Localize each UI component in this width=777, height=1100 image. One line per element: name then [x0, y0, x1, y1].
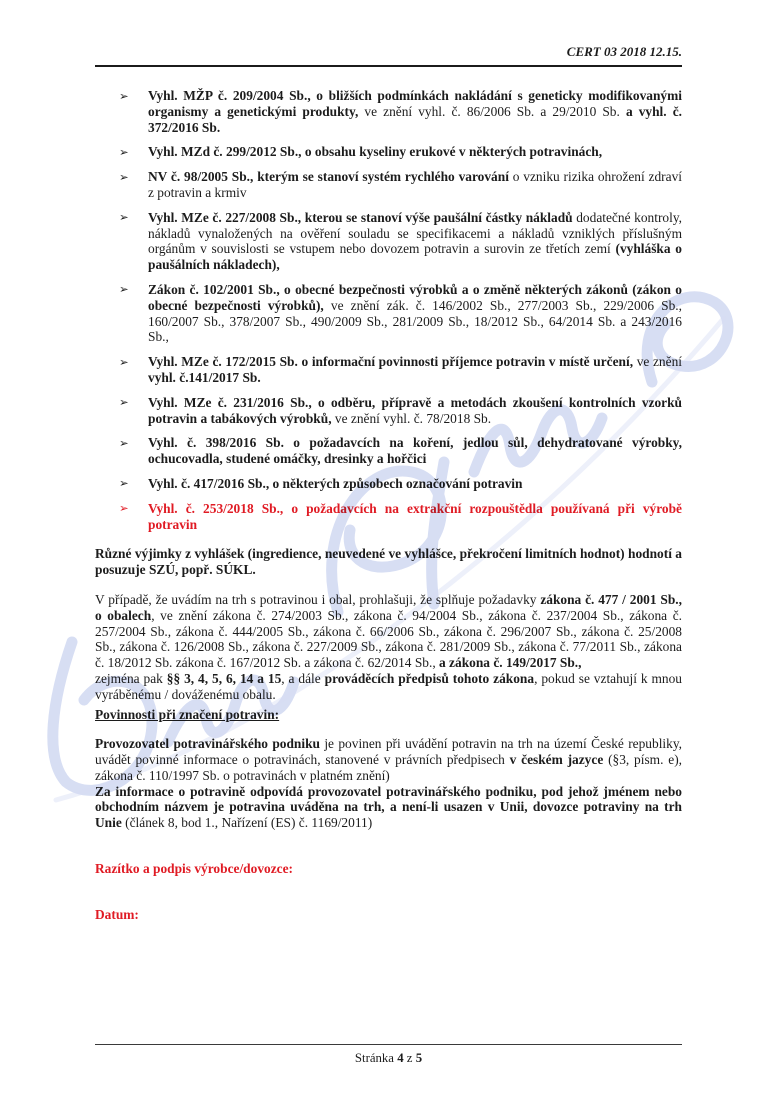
text-run: ve znění — [633, 354, 682, 370]
text-run: Povinnosti při značení potravin: — [95, 706, 280, 722]
text-run: o vzniku rizika ohrožení zdraví z potravin a krmiv — [148, 169, 682, 200]
text-run: z — [403, 1051, 416, 1065]
text-run: Vyhl. č. 398/2016 Sb. o požadavcích na koření, jedlou sůl, dehydratované výrobky, ochucovadla, studené omáčky, dresinky a hořčici — [148, 435, 682, 467]
text-run: , ve znění zákona č. 274/2003 Sb., zákona č. 94/2004 Sb., zákona č. 237/2004 Sb., zákona č. 257/2004 Sb., zákona č. 444/2005 Sb., zákona č. 66/2006 Sb., zákona č. 296/2007 Sb., zákona č. 25/2008 Sb., zákona č. 126/2008 Sb., zákona č. 227/2009 Sb., zákona č. 281/2009 Sb., zákona č. 77/2011 Sb., zákona č. 18/2012 Sb. zákona č. 167/2012 Sb. a zákona č. 62/2014 Sb., — [95, 607, 682, 671]
text-run: Různé výjimky z vyhlášek (ingredience, neuvedené ve vyhlášce, překročení limitních hodnot) hodnotí a posuzuje SZÚ, popř. SÚKL. — [95, 546, 682, 578]
paragraph-packaging-law — [95, 592, 682, 703]
text-run: prováděcích předpisů tohoto zákona — [324, 670, 535, 686]
list-item-zakon-102-2001 — [95, 282, 682, 345]
text-run: ve znění zák. č. 146/2002 Sb., 277/2003 Sb., 229/2006 Sb., 160/2007 Sb., 378/2007 Sb., 490/2009 Sb., 281/2009 Sb., 18/2012 Sb., 64/2014 Sb. a 243/2016 Sb., — [148, 297, 682, 345]
text-run: a vyhl. č. 372/2016 Sb. — [148, 103, 682, 135]
label-stamp-signature — [95, 861, 682, 877]
list-item-vyhl-227-2008 — [95, 210, 682, 273]
text-run: je povinen při uvádění potravin na trh na území České republiky, uvádět povinné informace o potravinách, stanovené v právních předpisech — [95, 736, 682, 768]
list-item-vyhl-253-2018 — [95, 501, 682, 533]
text-run: zákona č. 477 / 2001 Sb., o obalech — [95, 591, 682, 623]
text-run: zejména pak — [95, 670, 167, 686]
text-run: Za informace o potravině odpovídá provozovatel potravinářského podniku, pod jehož jménem nebo obchodním názvem je potravina uváděna na trh, a není-li usazen v Unii, dovozce potraviny na trh Unie — [95, 783, 682, 831]
bullet-arrow-icon: ➢ — [119, 501, 129, 516]
text-run: Provozovatel potravinářského podniku — [95, 736, 320, 752]
text-run: (§3, písm. e), zákona č. 110/1997 Sb. o potravinách v platném znění) — [95, 752, 682, 783]
list-item-vyhl-417-2016 — [95, 476, 682, 492]
paragraph-exceptions — [95, 546, 682, 578]
bullet-arrow-icon: ➢ — [119, 282, 129, 297]
text-run: V případě, že uvádím na trh s potravinou i obal, prohlašuji, že splňuje požadavky — [95, 591, 541, 607]
text-run: Vyhl. MZd č. 299/2012 Sb., o obsahu kyseliny erukové v některých potravinách, — [148, 144, 603, 160]
bullet-arrow-icon: ➢ — [119, 395, 129, 410]
text-run: a zákona č. 149/2017 Sb., — [439, 655, 582, 671]
list-item-vyhl-231-2016 — [95, 395, 682, 427]
text-run: Vyhl. MZe č. 227/2008 Sb., kterou se stanoví výše paušální částky nákladů — [148, 209, 573, 225]
bullet-arrow-icon: ➢ — [119, 169, 129, 184]
page-footer — [95, 1044, 682, 1066]
text-run: ve znění vyhl. č. 86/2006 Sb. a 29/2010 Sb. — [358, 103, 626, 119]
bullet-arrow-icon: ➢ — [119, 144, 129, 159]
list-item-vyhl-209-2004 — [95, 88, 682, 135]
heading-labelling-obligations — [95, 707, 682, 723]
text-run: §§ 3, 4, 5, 6, 14 a 15 — [166, 670, 282, 686]
text-run: ve znění vyhl. č. 78/2018 Sb. — [331, 410, 492, 426]
text-run: , pokud se vztahují k mnou vyráběnému / dováženému obalu. — [95, 670, 682, 702]
text-run: vyhl. č.141/2017 Sb. — [148, 369, 261, 385]
text-run: Vyhl. č. 253/2018 Sb., o požadavcích na extrakční rozpouštědla používaná při výrobě potravin — [148, 500, 682, 532]
text-run: dodatečné kontroly, nákladů vynaložených na ověření souladu se specifikacemi a nákladů vzniklých příslušným orgánům v souvislosti se vstupem nebo dovozem potravin a surovin ze třetích zemí — [148, 209, 682, 257]
page-header — [95, 44, 682, 67]
paragraph-operator-obligations — [95, 736, 682, 831]
label-date — [95, 907, 682, 923]
text-run: Vyhl. MZe č. 172/2015 Sb. o informační povinnosti příjemce potravin v místě určení, — [148, 354, 634, 370]
text-run: 4 — [397, 1051, 404, 1065]
bullet-arrow-icon: ➢ — [119, 210, 129, 225]
text-run: , a dále — [281, 670, 325, 686]
document-content — [95, 88, 682, 923]
list-item-nv-98-2005 — [95, 169, 682, 201]
bullet-arrow-icon: ➢ — [119, 476, 129, 491]
text-run: NV č. 98/2005 Sb., kterým se stanoví systém rychlého varování — [148, 169, 509, 185]
bullet-arrow-icon: ➢ — [119, 354, 129, 369]
document-code: CERT 03 2018 12.15. — [566, 44, 682, 59]
text-run: Vyhl. MZe č. 231/2016 Sb., o odběru, přípravě a metodách zkoušení kontrolních vzorků potravin a tabákových výrobků, — [148, 394, 682, 426]
text-run: Stránka — [354, 1051, 398, 1065]
list-item-vyhl-398-2016 — [95, 435, 682, 467]
bullet-arrow-icon: ➢ — [119, 88, 129, 103]
text-run: (vyhláška o paušálních nákladech), — [148, 241, 683, 273]
list-item-vyhl-299-2012 — [95, 144, 682, 160]
footer-page-indicator — [355, 1051, 422, 1065]
text-run: 5 — [415, 1051, 423, 1065]
text-run: Vyhl. č. 417/2016 Sb., o některých způsobech označování potravin — [148, 475, 523, 491]
text-run: Zákon č. 102/2001 Sb., o obecné bezpečnosti výrobků a o změně některých zákonů (zákon o obecné bezpečnosti výrobků), — [148, 281, 682, 313]
list-item-vyhl-172-2015 — [95, 354, 682, 386]
text-run: (článek 8, bod 1., Nařízení (ES) č. 1169/2011) — [121, 815, 373, 831]
text-run: v českém jazyce — [509, 752, 604, 768]
text-run: Razítko a podpis výrobce/dovozce: — [95, 861, 294, 877]
text-run: Vyhl. MŽP č. 209/2004 Sb., o bližších podmínkách nakládání s geneticky modifikovanými organismy a genetickými produkty, — [148, 88, 682, 119]
text-run: Datum: — [95, 906, 139, 922]
bullet-arrow-icon: ➢ — [119, 435, 129, 450]
